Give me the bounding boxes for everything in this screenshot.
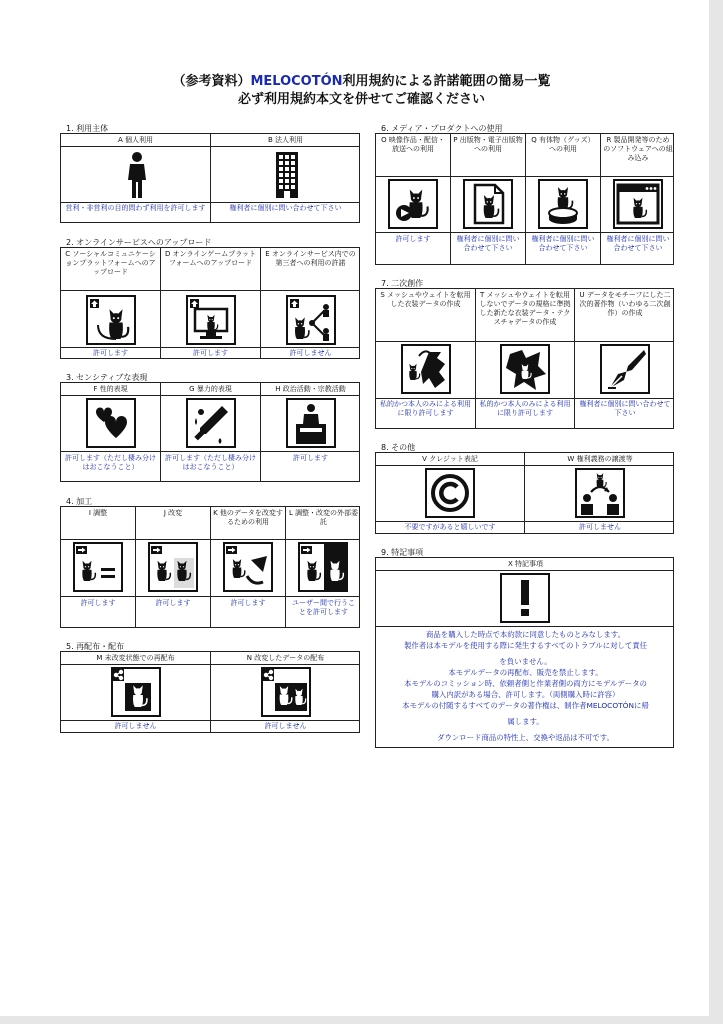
- section-title-sensitive: 3. センシティブな表現: [66, 373, 148, 382]
- table-online-upload: [60, 247, 360, 359]
- outsource-cats-icon: [298, 542, 348, 592]
- status-corporate-use: 権利者に個別に問い合わせて下さい: [229, 204, 342, 212]
- section-title-redistribution: 5. 再配布・配布: [66, 642, 125, 651]
- status-political: 許可します: [293, 454, 328, 462]
- header-corporate-use: B 法人利用: [267, 136, 304, 144]
- bloody-knife-icon: [186, 398, 236, 448]
- fountain-pen-icon: [600, 344, 650, 394]
- person-icon: [122, 150, 152, 200]
- table-processing: [60, 506, 360, 628]
- table-media: [375, 133, 674, 265]
- exclamation-icon: [500, 573, 550, 623]
- status-fan-work: 権利者に個別に問い合わせて下さい: [579, 400, 671, 417]
- outfit-remesh-icon: [401, 344, 451, 394]
- document-subtitle: 必ず利用規約本文を併せてご確認ください: [237, 92, 485, 107]
- status-video: 許可します: [395, 235, 431, 243]
- section-title-derivative: 7. 二次創作: [381, 279, 424, 288]
- copyright-icon: [425, 468, 475, 518]
- section-title-special-notes: 9. 特記事項: [381, 548, 424, 557]
- header-distribute-modified: N 改変したデータの配布: [246, 654, 325, 662]
- status-violent: 許可します（ただし棲み分けはおこなうこと）: [165, 454, 256, 471]
- header-publication: P 出版物・電子出版物への利用: [453, 136, 523, 153]
- page-edge-bottom: [0, 1016, 723, 1024]
- note-line: 製作者は本モデルを使用する際に発生するすべてのトラブルに対して責任: [403, 641, 648, 650]
- status-social-upload: 許可します: [93, 349, 128, 357]
- header-adjust: I 調整: [88, 509, 108, 517]
- header-political: H 政治活動・宗教活動: [275, 385, 346, 393]
- header-remesh-outfit: S メッシュやウェイトを転用した衣装データの作成: [380, 291, 471, 308]
- status-redistribute-unmodified: 許可しません: [114, 722, 157, 730]
- share-modified-icon: [261, 667, 311, 717]
- header-modify: J 改変: [163, 509, 183, 517]
- header-video: O 映像作品・配信・放送への利用: [381, 136, 445, 153]
- header-personal-use: A 個人利用: [117, 136, 153, 144]
- upload-social-cat-icon: [86, 295, 136, 345]
- status-third-party-license: 許可しません: [289, 349, 332, 357]
- header-fan-work: U データをモチーフにした二次的著作物（いわゆる二次創作）の作成: [579, 291, 671, 317]
- document-title: [0, 70, 723, 89]
- note-line: 本モデルのコミッション時、依頼者側と作業者側の両方にモデルデータの: [404, 679, 647, 688]
- header-credit: V クレジット表記: [422, 455, 478, 463]
- note-line: 本モデルデータの再配布、販売を禁止します。: [448, 668, 603, 677]
- table-derivative: [375, 288, 674, 429]
- header-third-party-license: E オンラインサービス内での第三者への利用の許諾: [265, 250, 356, 267]
- header-transfer: W 権利義務の譲渡等: [567, 455, 633, 463]
- table-sensitive: [60, 382, 360, 482]
- figure-goods-cat-icon: [538, 179, 588, 229]
- title-suffix: 利用規約による許諾範囲の簡易一覧: [342, 74, 551, 89]
- modify-cats-icon: [148, 542, 198, 592]
- video-play-cat-icon: [388, 179, 438, 229]
- header-software: R 製品開発等のためのソフトウェアへの組み込み: [603, 136, 673, 162]
- header-special-notes: X 特記事項: [507, 560, 544, 568]
- header-outsource: L 調整・改変の外部委託: [288, 509, 359, 526]
- status-software: 権利者に個別に問い合わせて下さい: [606, 235, 670, 252]
- header-goods: Q 有体物（グッズ）への利用: [531, 136, 595, 153]
- section-title-processing: 4. 加工: [66, 497, 93, 506]
- note-line: を負いません。: [499, 657, 552, 666]
- table-usage-subject: [60, 133, 360, 223]
- section-title-usage-subject: 1. 利用主体: [66, 124, 109, 133]
- publication-cat-icon: [463, 179, 513, 229]
- status-modify: 許可します: [155, 599, 191, 607]
- header-violent: G 暴力的表現: [189, 385, 232, 393]
- status-personal-use: 営利・非営利の目的問わず利用を許可します: [65, 204, 206, 212]
- status-credit: 不要ですがあると嬉しいです: [404, 523, 496, 531]
- status-new-outfit: 私的かつ本人のみによる利用に限り許可します: [479, 400, 571, 417]
- share-unmodified-icon: [111, 667, 161, 717]
- adjust-equals-icon: [73, 542, 123, 592]
- header-new-outfit: T メッシュやウェイトを転用しないでデータの規格に準拠した新たな衣装データ・テクスチャデータの作成: [479, 291, 571, 326]
- special-notes-text: [378, 629, 673, 743]
- transfer-rights-icon: [575, 468, 625, 518]
- section-title-other: 8. その他: [381, 443, 416, 452]
- status-distribute-modified: 許可しません: [264, 722, 307, 730]
- podium-speaker-icon: [286, 398, 336, 448]
- software-window-cat-icon: [613, 179, 663, 229]
- hearts-icon: [86, 398, 136, 448]
- header-use-for-modify: K 他のデータを改変するための利用: [213, 509, 283, 526]
- note-line: 商品を購入した時点で本約款に同意したものとみなします。: [426, 630, 625, 639]
- status-adjust: 許可します: [80, 599, 116, 607]
- office-building-icon: [272, 150, 302, 200]
- title-prefix: （参考資料）: [172, 74, 251, 89]
- note-line: 購入内訳がある場合、許可します。（両側購入時に許容）: [431, 690, 620, 699]
- note-line: ダウンロード商品の特性上、交換や返品は不可です。: [437, 733, 614, 742]
- share-third-party-icon: [286, 295, 336, 345]
- brand-name: MELOCOTÓN: [250, 74, 343, 89]
- new-outfit-icon: [500, 344, 550, 394]
- header-sexual: F 性的表現: [93, 385, 128, 393]
- status-sexual: 許可します（ただし棲み分けはおこなうこと）: [65, 454, 156, 471]
- page-edge-right: [709, 0, 723, 1024]
- header-redistribute-unmodified: M 未改変状態での再配布: [96, 654, 175, 662]
- status-use-for-modify: 許可します: [230, 599, 266, 607]
- note-line: 本モデルの付随するすべてのデータの著作権は、制作者MELOCOTÓNに帰: [402, 701, 649, 710]
- use-for-modify-icon: [223, 542, 273, 592]
- table-other: [375, 452, 674, 534]
- note-line: 属します。: [507, 717, 544, 726]
- status-remesh-outfit: 私的かつ本人のみによる利用に限り許可します: [380, 400, 471, 417]
- section-title-online-upload: 2. オンラインサービスへのアップロード: [66, 238, 212, 247]
- table-redistribution: [60, 651, 360, 733]
- status-transfer: 許可しません: [579, 523, 621, 531]
- upload-game-monitor-icon: [186, 295, 236, 345]
- status-outsource: ユーザー間で行うことを許可します: [292, 599, 355, 616]
- status-goods: 権利者に個別に問い合わせて下さい: [531, 235, 595, 252]
- header-social-upload: C ソーシャルコミュニケーションプラットフォームへのアップロード: [65, 250, 156, 276]
- status-game-upload: 許可します: [193, 349, 228, 357]
- header-game-upload: D オンラインゲームプラットフォームへのアップロード: [164, 250, 257, 267]
- status-publication: 権利者に個別に問い合わせて下さい: [456, 235, 520, 252]
- section-title-media: 6. メディア・プロダクトへの使用: [381, 124, 503, 133]
- table-special-notes: [375, 557, 674, 748]
